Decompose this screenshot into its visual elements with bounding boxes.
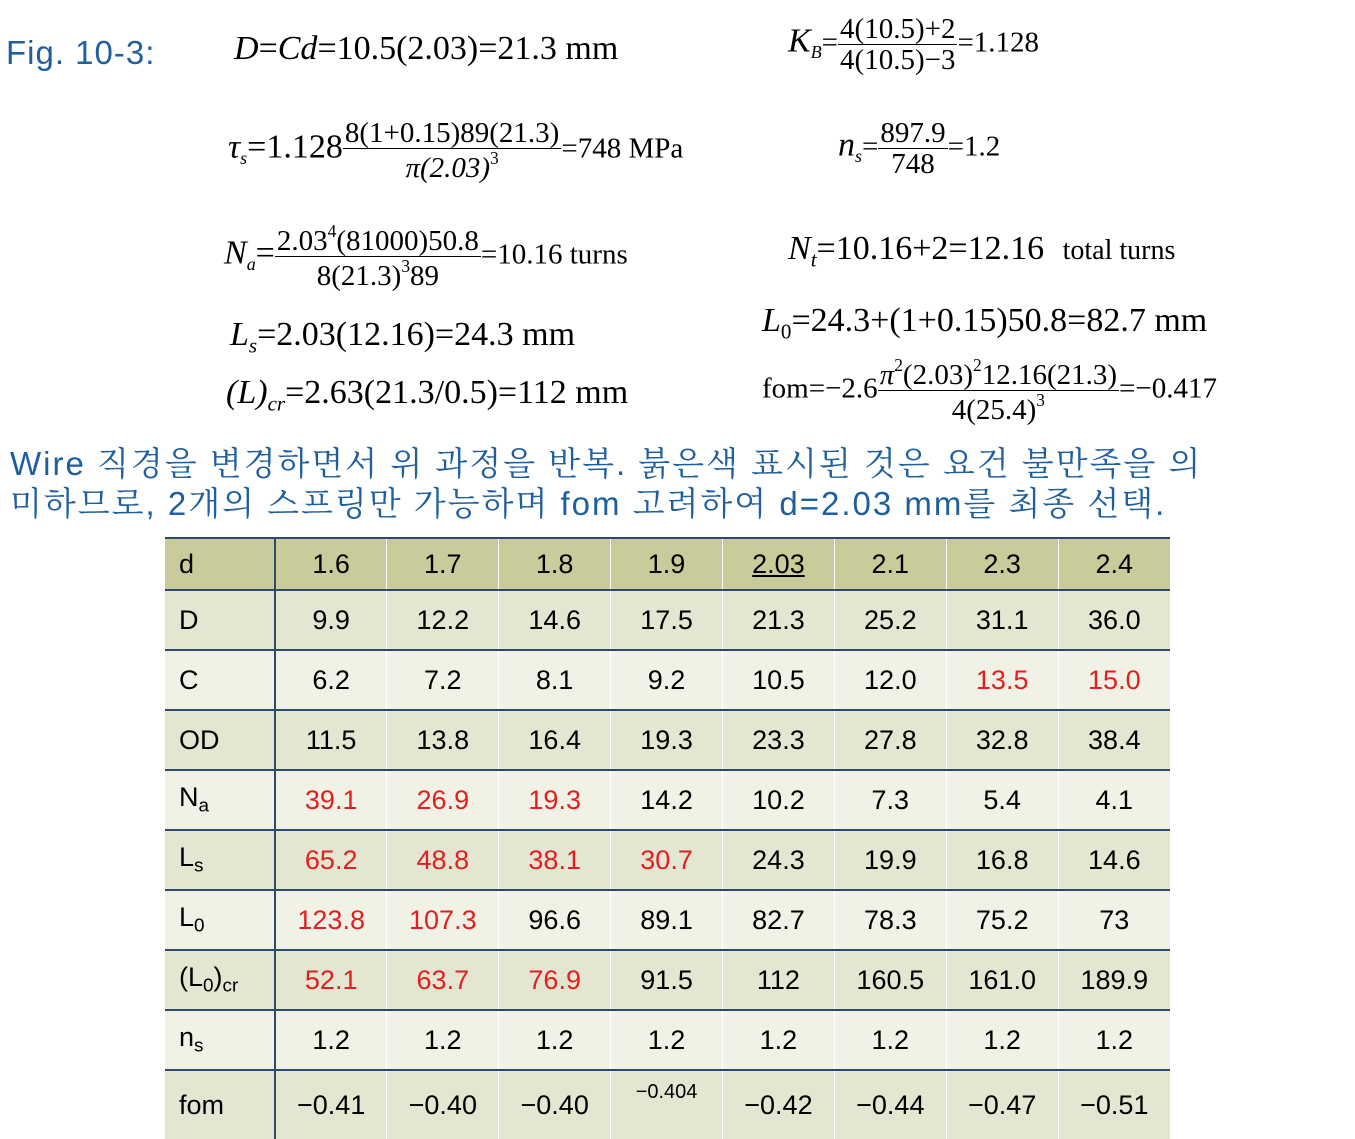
table-cell: 1.2 <box>723 1010 835 1070</box>
row-label <box>165 830 275 890</box>
eq-fom-num-sup1: 2 <box>894 355 903 375</box>
table-cell: 48.8 <box>387 830 499 890</box>
eq-na-lhs: N <box>224 234 247 272</box>
table-cell: 63.7 <box>387 950 499 1010</box>
row-label <box>165 1010 275 1070</box>
eq-na-den-sup: 3 <box>401 256 411 277</box>
table-cell: 10.5 <box>723 650 835 710</box>
eq-tau-sub: s <box>240 147 248 168</box>
row-label <box>165 590 275 650</box>
row-label-main: fom <box>179 1089 225 1120</box>
eq-tau-fraction <box>343 118 561 184</box>
table-cell: 32.8 <box>946 710 1058 770</box>
table-cell: 112 <box>723 950 835 1010</box>
eq-na-eq: = <box>255 234 275 272</box>
eq-kb-lhs: K <box>788 22 811 60</box>
eq-ns-num: 897.9 <box>880 117 946 149</box>
equation-d <box>234 30 618 68</box>
header-cell-d-1.8: 1.8 <box>499 538 611 590</box>
eq-na-num-b: (81000)50.8 <box>336 225 479 258</box>
table-cell: −0.51 <box>1058 1070 1170 1139</box>
row-label <box>165 1070 275 1139</box>
row-label <box>165 890 275 950</box>
table-row <box>165 1010 1170 1070</box>
row-label-main: n <box>179 1022 195 1053</box>
table-cell: 1.2 <box>499 1010 611 1070</box>
eq-kb-fraction <box>838 14 957 76</box>
table-cell: 10.2 <box>723 770 835 830</box>
table-cell: 38.4 <box>1058 710 1170 770</box>
table-cell: 91.5 <box>611 950 723 1010</box>
table-cell: 75.2 <box>946 890 1058 950</box>
eq-ns-eq: = <box>862 130 879 163</box>
equation-kb <box>788 14 1039 76</box>
note-text <box>10 444 1345 524</box>
eq-d-lhs: D <box>234 30 259 67</box>
row-label-sub: s <box>194 1035 204 1057</box>
eq-kb-sub: B <box>810 41 822 62</box>
header-cell-d-2.4: 2.4 <box>1058 538 1170 590</box>
table-row <box>165 950 1170 1010</box>
table-cell: 21.3 <box>723 590 835 650</box>
row-label-sub: s <box>194 855 204 877</box>
equation-na <box>224 222 628 292</box>
table-row <box>165 650 1170 710</box>
row-label-main: C <box>179 664 199 695</box>
table-cell: −0.44 <box>834 1070 946 1139</box>
table-cell: 23.3 <box>723 710 835 770</box>
eq-na-den <box>315 257 441 291</box>
eq-nt-sub: t <box>810 247 817 272</box>
spring-design-table <box>165 537 1170 1139</box>
eq-d-cd: Cd <box>277 30 318 67</box>
eq-l0-lhs: L <box>762 302 781 339</box>
eq-nt-rhs: =10.16+2=12.16 <box>816 230 1045 267</box>
header-cell-d-2.03: 2.03 <box>723 538 835 590</box>
eq-fom-den-sup: 3 <box>1036 390 1045 411</box>
row-label <box>165 950 275 1010</box>
eq-l0-rhs: =24.3+(1+0.15)50.8=82.7 mm <box>791 302 1208 339</box>
table-cell: 1.2 <box>946 1010 1058 1070</box>
eq-ns-rhs: =1.2 <box>947 130 1001 163</box>
eq-na-den-a: 8(21.3) <box>316 260 402 293</box>
row-label-main: N <box>179 782 199 813</box>
eq-ns-sub: s <box>855 145 862 166</box>
table-cell: 30.7 <box>611 830 723 890</box>
table-cell: 9.9 <box>275 590 387 650</box>
header-cell-d-2.1: 2.1 <box>834 538 946 590</box>
table-cell: 14.6 <box>499 590 611 650</box>
table-cell: 19.3 <box>611 710 723 770</box>
row-label-sub: a <box>198 795 210 817</box>
eq-na-num-sup: 4 <box>327 221 337 241</box>
eq-na-den-b: 89 <box>410 260 440 293</box>
row-label <box>165 650 275 710</box>
table-row <box>165 890 1170 950</box>
table-cell: 78.3 <box>834 890 946 950</box>
equation-fom <box>762 356 1217 426</box>
table-cell: 7.3 <box>834 770 946 830</box>
header-cell-d-1.6: 1.6 <box>275 538 387 590</box>
eq-fom-den <box>950 391 1047 425</box>
eq-tau-lhs: τ <box>228 128 241 166</box>
eq-tau-den-base: π(2.03) <box>405 152 491 185</box>
table-cell: 4.1 <box>1058 770 1170 830</box>
eq-fom-fraction <box>878 356 1119 426</box>
eq-d-eq: = <box>258 30 278 67</box>
table-cell: 1.2 <box>1058 1010 1170 1070</box>
table-cell: 65.2 <box>275 830 387 890</box>
table-cell: 161.0 <box>946 950 1058 1010</box>
eq-nt-lhs: N <box>788 230 811 267</box>
table-body <box>165 538 1170 1139</box>
table-cell: 82.7 <box>723 890 835 950</box>
equation-ns <box>838 118 1000 180</box>
eq-fom-rhs: =−0.417 <box>1119 372 1217 405</box>
eq-lcr-rhs: =2.63(21.3/0.5)=112 mm <box>285 374 629 411</box>
eq-kb-eq: = <box>821 26 839 59</box>
table-cell: 189.9 <box>1058 950 1170 1010</box>
eq-na-num-a: 2.03 <box>276 225 328 258</box>
eq-nt-tail: total turns <box>1062 235 1176 266</box>
eq-l0-sub: 0 <box>780 319 792 344</box>
eq-lcr-sub: cr <box>267 391 286 416</box>
table-row <box>165 770 1170 830</box>
equation-nt <box>788 230 1175 272</box>
row-label-main: D <box>179 604 199 635</box>
table-row <box>165 1070 1170 1139</box>
table-cell: 73 <box>1058 890 1170 950</box>
eq-tau-den <box>403 149 500 183</box>
row-label-sub2: cr <box>222 975 239 997</box>
table-cell: −0.40 <box>387 1070 499 1139</box>
eq-kb-den: 4(10.5)−3 <box>840 44 956 77</box>
table-cell: 52.1 <box>275 950 387 1010</box>
note-line-2: 미하므로, 2개의 스프링만 가능하며 fom 고려하여 d=2.03 mm를 최종 선택. <box>10 485 1167 522</box>
table-cell: 19.9 <box>834 830 946 890</box>
table-cell: 36.0 <box>1058 590 1170 650</box>
table-cell: 5.4 <box>946 770 1058 830</box>
header-label-d: d <box>165 538 275 590</box>
eq-ls-rhs: =2.03(12.16)=24.3 mm <box>257 316 576 353</box>
row-label-main: (L <box>179 962 204 993</box>
table-cell: 26.9 <box>387 770 499 830</box>
table-cell: −0.42 <box>723 1070 835 1139</box>
eq-fom-num-b: (2.03) <box>902 359 973 392</box>
table-cell: 11.5 <box>275 710 387 770</box>
table-cell: 1.2 <box>834 1010 946 1070</box>
table-cell: 13.5 <box>946 650 1058 710</box>
table-cell: 6.2 <box>275 650 387 710</box>
eq-tau-num: 8(1+0.15)89(21.3) <box>344 117 560 149</box>
table-cell: 25.2 <box>834 590 946 650</box>
table-cell: −0.40 <box>499 1070 611 1139</box>
table-cell: −0.41 <box>275 1070 387 1139</box>
table-row <box>165 710 1170 770</box>
table-cell: −0.47 <box>946 1070 1058 1139</box>
eq-fom-lhs: fom <box>762 372 809 405</box>
table-header-row <box>165 538 1170 590</box>
eq-ls-sub: s <box>248 333 258 358</box>
table-cell: −0.404 <box>611 1070 723 1139</box>
table-cell: 160.5 <box>834 950 946 1010</box>
table-cell: 76.9 <box>499 950 611 1010</box>
eq-fom-num-c: 12.16(21.3) <box>981 359 1118 392</box>
table-cell: 14.2 <box>611 770 723 830</box>
table-cell: 8.1 <box>499 650 611 710</box>
table-cell: 39.1 <box>275 770 387 830</box>
eq-ns-fraction <box>878 118 947 180</box>
table-row <box>165 830 1170 890</box>
eq-tau-pre: =1.128 <box>247 128 343 166</box>
table-cell: 9.2 <box>611 650 723 710</box>
figure-label: Fig. 10-3: <box>6 34 156 71</box>
eq-ns-lhs: n <box>838 126 855 164</box>
table-row <box>165 590 1170 650</box>
eq-fom-num-a: π <box>879 359 895 392</box>
table-cell: 19.3 <box>499 770 611 830</box>
table-cell: 14.6 <box>1058 830 1170 890</box>
table-cell: 31.1 <box>946 590 1058 650</box>
eq-na-fraction <box>275 222 481 292</box>
table-cell: 123.8 <box>275 890 387 950</box>
eq-ns-den: 748 <box>891 148 935 181</box>
row-label-main: OD <box>179 724 220 755</box>
eq-na-sub: a <box>246 253 256 274</box>
row-label-main: L <box>179 842 195 873</box>
table-cell: 7.2 <box>387 650 499 710</box>
equation-lcr <box>226 374 628 416</box>
table-cell: 12.2 <box>387 590 499 650</box>
table-cell: 16.4 <box>499 710 611 770</box>
note-line-1: Wire 직경을 변경하면서 위 과정을 반복. 붉은색 표시된 것은 요건 불만족을 의 <box>10 445 1203 482</box>
equation-ls <box>230 316 575 358</box>
table-cell: 15.0 <box>1058 650 1170 710</box>
table-cell: 1.2 <box>275 1010 387 1070</box>
table-cell: 13.8 <box>387 710 499 770</box>
eq-na-num <box>275 222 481 257</box>
header-cell-d-1.7: 1.7 <box>387 538 499 590</box>
eq-kb-num: 4(10.5)+2 <box>840 13 956 45</box>
table-cell: 17.5 <box>611 590 723 650</box>
eq-ls-lhs: L <box>230 316 249 353</box>
row-label <box>165 770 275 830</box>
table-cell: 16.8 <box>946 830 1058 890</box>
row-label <box>165 710 275 770</box>
row-label-main: L <box>179 902 195 933</box>
eq-na-rhs: =10.16 turns <box>480 238 628 271</box>
table-cell: 89.1 <box>611 890 723 950</box>
table-cell: 1.2 <box>611 1010 723 1070</box>
header-cell-d-1.9: 1.9 <box>611 538 723 590</box>
equation-l0 <box>762 302 1207 344</box>
eq-tau-rhs: =748 MPa <box>561 132 684 165</box>
eq-fom-den-a: 4(25.4) <box>951 394 1037 427</box>
eq-kb-rhs: =1.128 <box>957 26 1040 59</box>
header-cell-d-2.3: 2.3 <box>946 538 1058 590</box>
table-cell: 96.6 <box>499 890 611 950</box>
eq-d-rhs: =10.5(2.03)=21.3 mm <box>317 30 619 67</box>
table-cell: 27.8 <box>834 710 946 770</box>
equation-tau <box>228 118 683 184</box>
table-cell: 38.1 <box>499 830 611 890</box>
eq-fom-pre: =−2.6 <box>808 372 878 405</box>
table-cell: 107.3 <box>387 890 499 950</box>
table-cell: 12.0 <box>834 650 946 710</box>
eq-fom-num-sup2: 2 <box>973 355 982 375</box>
eq-lcr-lhs: (L) <box>226 374 268 411</box>
table-cell: 1.2 <box>387 1010 499 1070</box>
table-cell: 24.3 <box>723 830 835 890</box>
eq-fom-num <box>878 356 1119 391</box>
row-label-sub: 0 <box>194 915 205 937</box>
row-label-sub: 0 <box>203 975 214 997</box>
eq-tau-den-sup: 3 <box>490 148 499 169</box>
row-label-tail: ) <box>213 962 223 993</box>
